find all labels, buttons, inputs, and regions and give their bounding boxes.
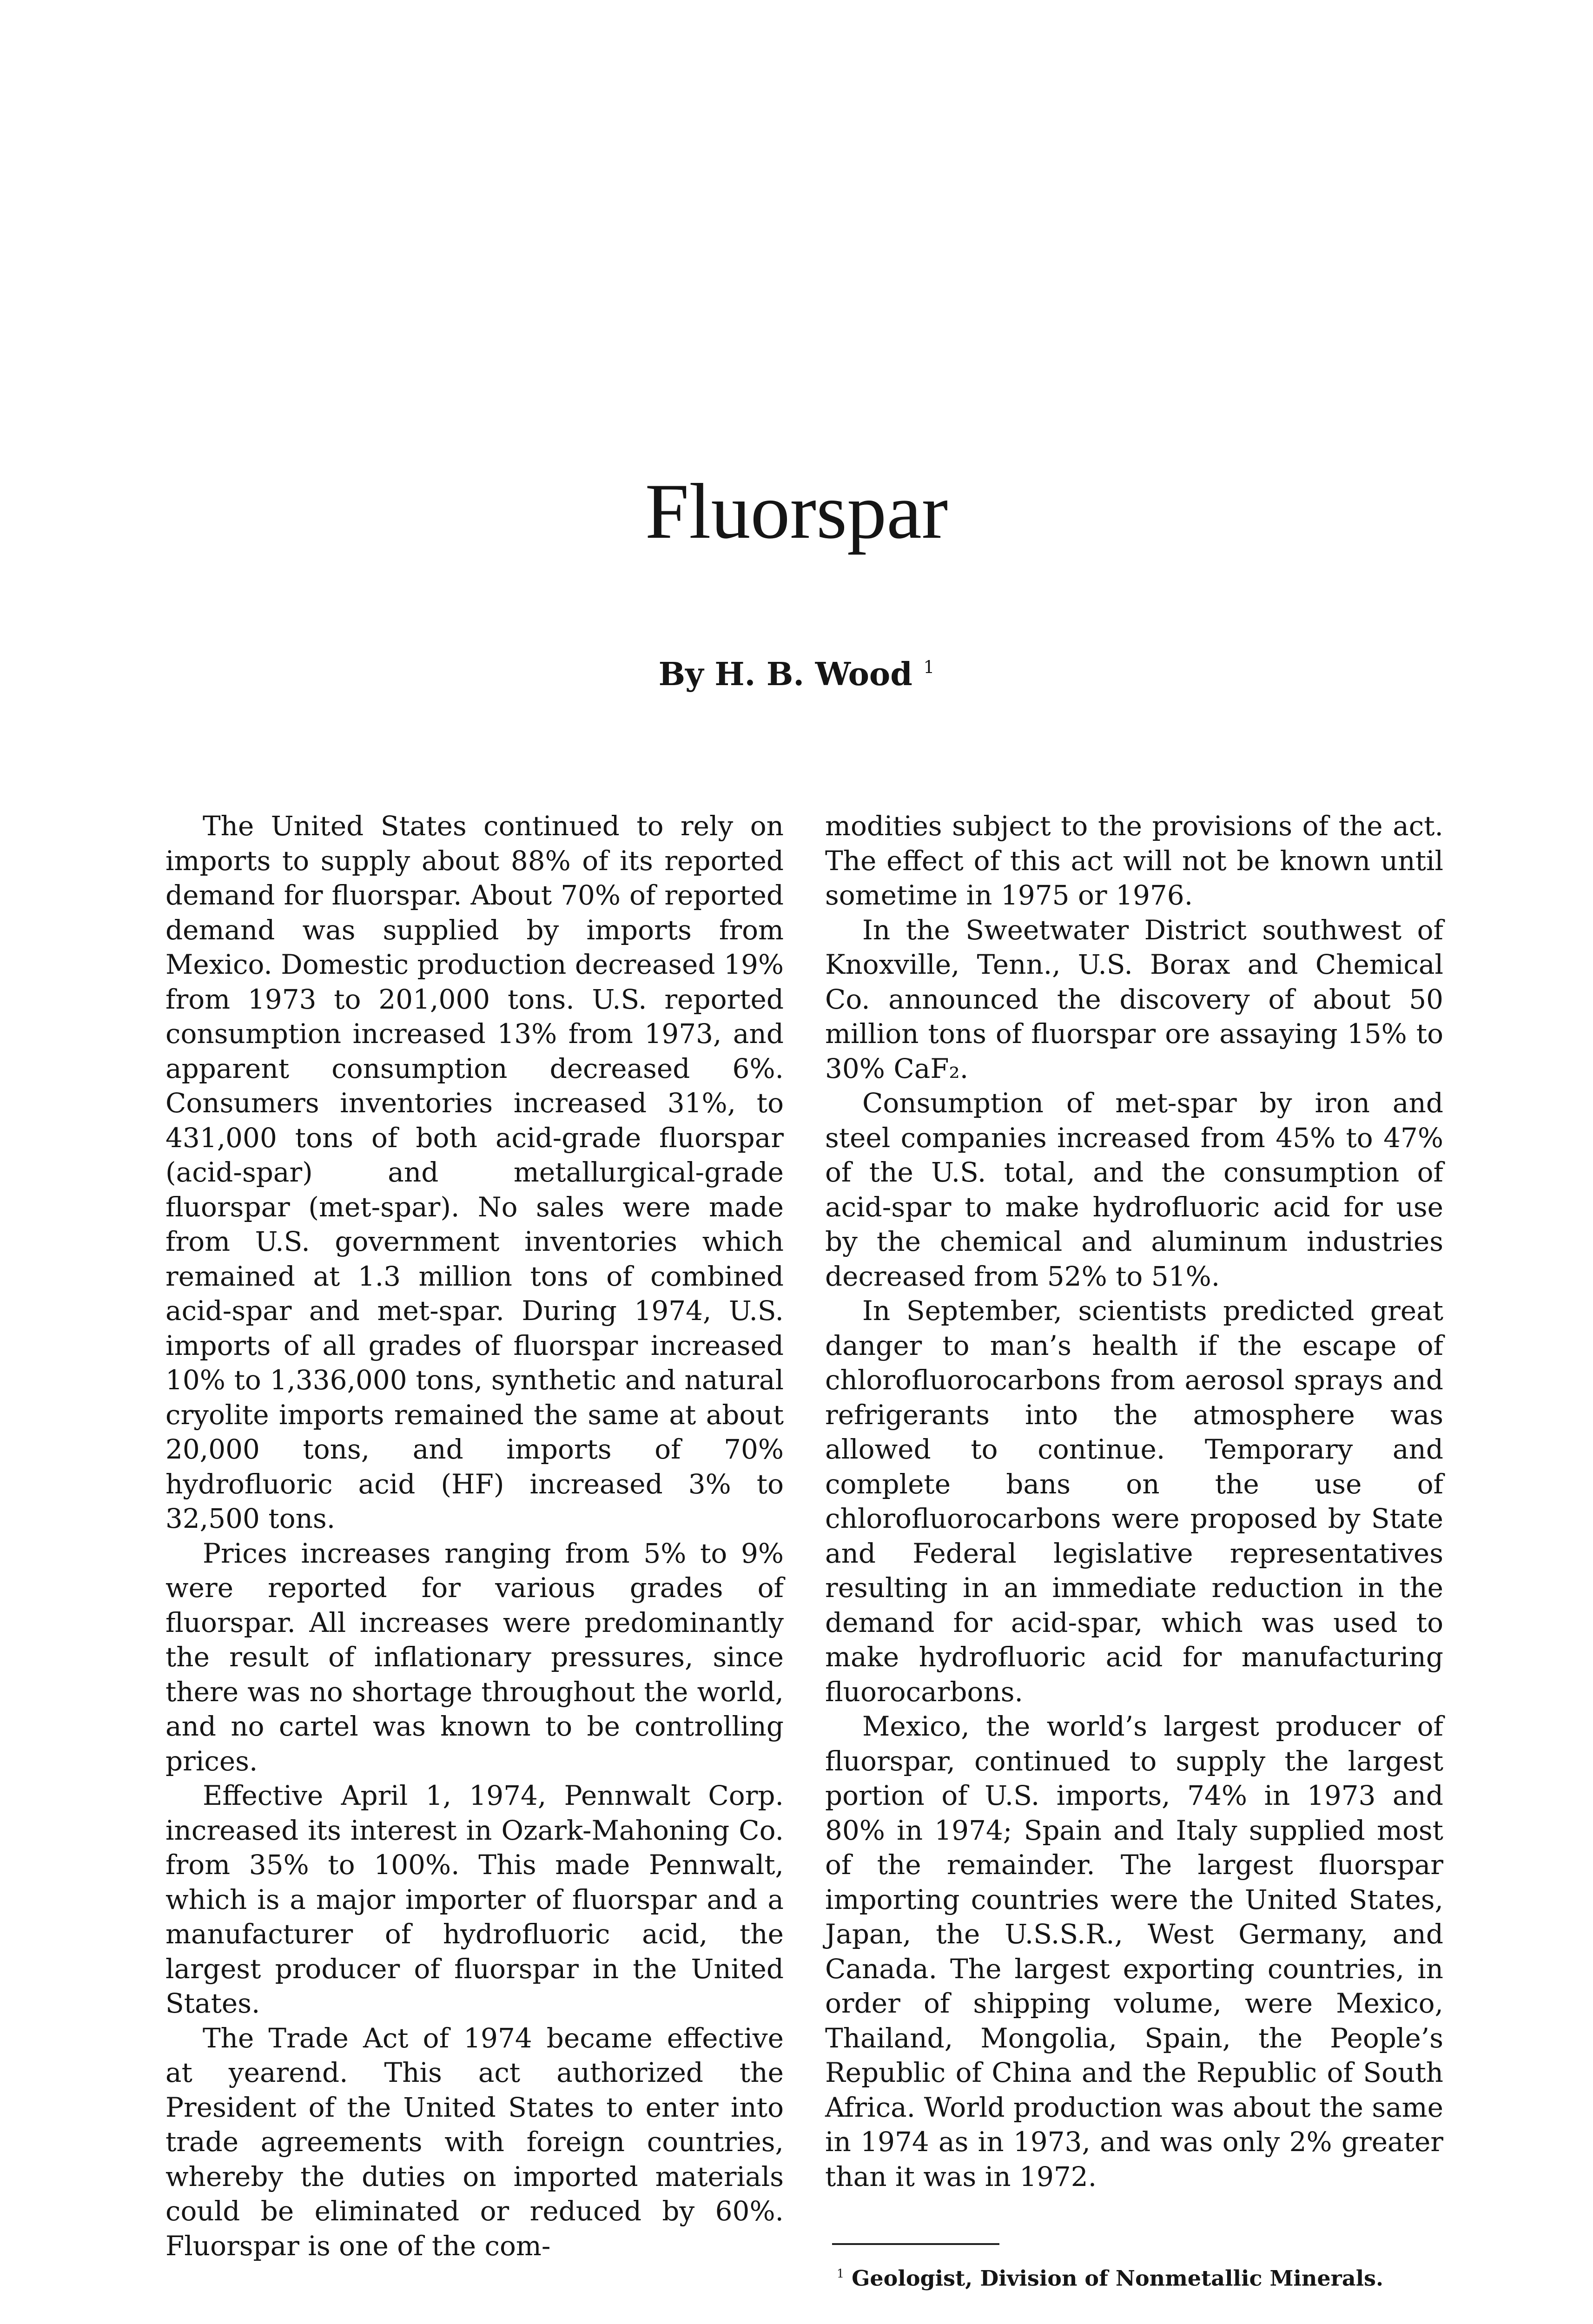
author-name: By H. B. Wood <box>658 656 912 693</box>
byline <box>0 646 1593 695</box>
footnote-rule <box>832 2243 999 2245</box>
right-column <box>825 809 1443 2194</box>
paragraph: Effective April 1, 1974, Pennwalt Corp. increased its interest in Ozark-Mahoning Co. from 35% to 100%. This made Pennwalt, which is a major importer of fluorspar and a manufacturer of hydrofluoric acid, the largest producer of fluorspar in the United States. <box>165 1780 784 2019</box>
paragraph-continuation: modities subject to the provisions of the act. The effect of this act will not be known until sometime in 1975 or 1976. <box>825 810 1443 911</box>
footnote <box>837 2259 1441 2293</box>
paragraph: Prices increases ranging from 5% to 9% were reported for various grades of fluorspar. All increases were predominantly the result of inflationary pressures, since there was no shortage throughout the world, and no cartel was known to be controlling prices. <box>165 1537 784 1777</box>
paragraph: Mexico, the world’s largest producer of fluorspar, continued to supply the largest portion of U.S. imports, 74% in 1973 and 80% in 1974; Spain and Italy supplied most of the remainder. The largest fluorspar importing countries were the United States, Japan, the U.S.S.R., West Germany, and Canada. The largest exporting countries, in order of shipping volume, were Mexico, Thailand, Mongolia, Spain, the People’s Republic of China and the Republic of South Africa. World production was about the same in 1974 as in 1973, and was only 2% greater than it was in 1972. <box>825 1710 1443 2192</box>
paragraph: In the Sweetwater District southwest of Knoxville, Tenn., U.S. Borax and Chemical Co. announced the discovery of about 50 million tons of fluorspar ore assaying 15% to 30% CaF₂. <box>825 914 1443 1084</box>
left-column <box>165 809 784 2263</box>
article-title: Fluorspar <box>645 468 948 555</box>
paragraph: The United States continued to rely on imports to supply about 88% of its reported demand for fluorspar. About 70% of reported demand was supplied by imports from Mexico. Domestic production decreased 19% from 1973 to 201,000 tons. U.S. reported consumption increased 13% from 1973, and apparent consumption decreased 6%. Consumers inventories increased 31%, to 431,000 tons of both acid-grade fluorspar (acid-spar) and metallurgical-grade fluorspar (met-spar). No sales were made from U.S. government inventories which remained at 1.3 million tons of combined acid-spar and met-spar. During 1974, U.S. imports of all grades of fluorspar increased 10% to 1,336,000 tons, synthetic and natural cryolite imports remained the same at about 20,000 tons, and imports of 70% hydrofluoric acid (HF) increased 3% to 32,500 tons. <box>165 810 784 1534</box>
paragraph: In September, scientists predicted great danger to man’s health if the escape of chlorofluorocarbons from aerosol sprays and refrigerants into the atmosphere was allowed to continue. Temporary and complete bans on the use of chlorofluorocarbons were proposed by State and Federal legislative representatives resulting in an immediate reduction in the demand for acid-spar, which was used to make hydrofluoric acid for manufacturing fluorocarbons. <box>825 1295 1443 1708</box>
paragraph: Consumption of met-spar by iron and steel companies increased from 45% to 47% of the U.S. total, and the consumption of acid-spar to make hydrofluoric acid for use by the chemical and aluminum industries decreased from 52% to 51%. <box>825 1087 1443 1292</box>
footnote-number: 1 <box>837 2267 845 2280</box>
paragraph: The Trade Act of 1974 became effective at yearend. This act authorized the President of the United States to enter into trade agreements with foreign countries, whereby the duties on imported materials could be eliminated or reduced by 60%. Fluorspar is one of the com- <box>165 2022 784 2262</box>
footnote-text: Geologist, Division of Nonmetallic Minerals. <box>852 2265 1384 2291</box>
footnote-marker: 1 <box>923 657 935 677</box>
